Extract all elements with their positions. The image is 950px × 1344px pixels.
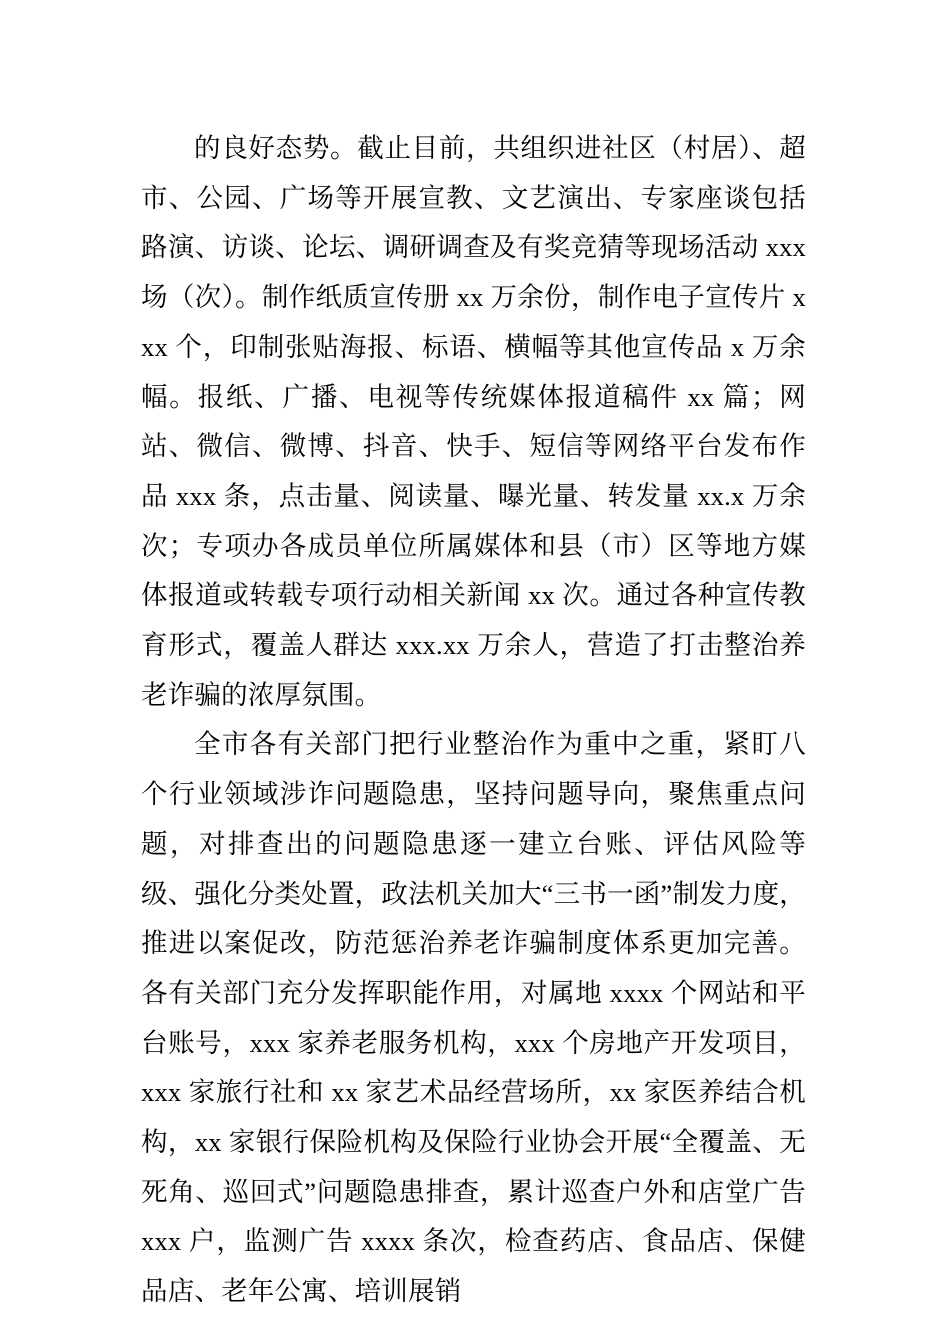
paragraph-industry-rectification: 全市各有关部门把行业整治作为重中之重，紧盯八个行业领域涉诈问题隐患，坚持问题导向，聚焦重点问题，对排查出的问题隐患逐一建立台账、评估风险等级、强化分类处置，政法机关加大“三书一函”制发力度，推进以案促改，防范惩治养老诈骗制度体系更加完善。各有关部门充分发挥职能作用，对属地 xxxx 个网站和平台账号，xxx 家养老服务机构，xxx 个房地产开发项目，xxx 家旅行社和 xx 家艺术品经营场所，xx 家医养结合机构，xx 家银行保险机构及保险行业协会开展“全覆盖、无死角、巡回式”问题隐患排查，累计巡查户外和店堂广告 xxx 户，监测广告 xxxx 条次，检查药店、食品店、保健品店、老年公寓、培训展销 (141, 729, 806, 1307)
body-text (141, 124, 806, 1317)
paragraph-publicity-campaign: 的良好态势。截止目前，共组织进社区（村居）、超市、公园、广场等开展宣教、文艺演出、专家座谈包括路演、访谈、论坛、调研调查及有奖竞猜等现场活动 xxx 场（次）。制作纸质宣传册 xx 万余份，制作电子宣传片 xxx 个，印制张贴海报、标语、横幅等其他宣传品 x 万余幅。报纸、广播、电视等传统媒体报道稿件 xx 篇；网站、微信、微博、抖音、快手、短信等网络平台发布作品 xxx 条，点击量、阅读量、曝光量、转发量 xx.x 万余次；专项办各成员单位所属媒体和县（市）区等地方媒体报道或转载专项行动相关新闻 xx 次。通过各种宣传教育形式，覆盖人群达 xxx.xx 万余人，营造了打击整治养老诈骗的浓厚氛围。 (141, 133, 806, 710)
